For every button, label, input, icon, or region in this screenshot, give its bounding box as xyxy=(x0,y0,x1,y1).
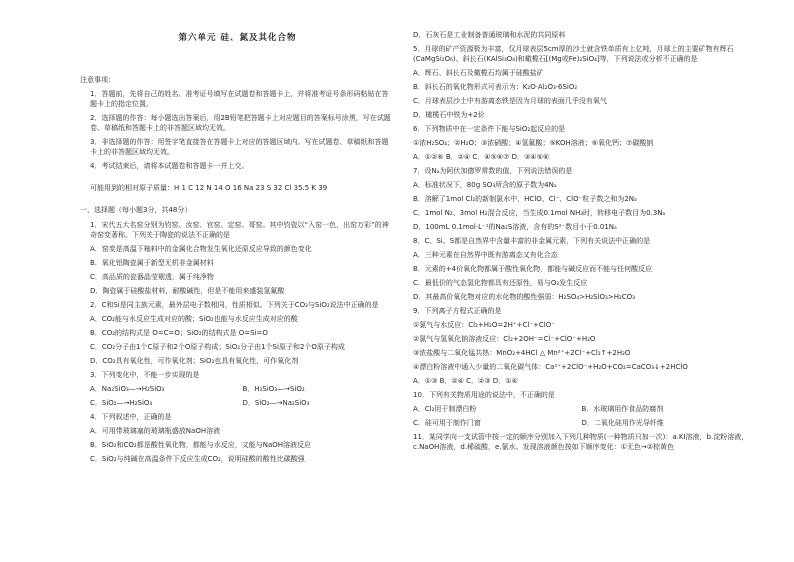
q5-option-a: A．辉石、斜长石及橄榄石均属于硅酸盐矿 xyxy=(413,69,544,77)
q3-options-row xyxy=(90,384,395,394)
q5-option-c: C．月球表层沙土中有游离态铁是因为月球的表面几乎没有氧气 xyxy=(413,97,607,105)
q2-option-a: A．CO₂能与水反应生成对应的酸；SiO₂也能与水反应生成对应的酸 xyxy=(90,315,298,323)
question-10: 10．下列有关物质用途的说法中，不正确的是 xyxy=(413,391,555,399)
q5-option-d: D．橄榄石中铁为+2价 xyxy=(413,111,485,119)
q6-options: A．①②⑥ B．②④ C．④⑤⑥⑦ D．③④⑤⑥ xyxy=(413,153,550,161)
q2-option-b: B．CO₂的结构式是 O=C=O；SiO₂的结构式是 O=Si=O xyxy=(90,329,268,337)
q7-option-c: C．1mol N₂、3mol H₂混合反应，当生成0.1mol NH₃时，转移电子数目为0.3Nₐ xyxy=(413,209,666,217)
question-2: 2．C和Si是同主族元素，最外层电子数相同，性质相似。下列关于CO₂与SiO₂说法中正确的是 xyxy=(90,301,379,309)
q10-option-a: A．Cl₂用于制漂白粉 xyxy=(413,405,477,413)
notice-item: 1．答题前，先将自己的姓名、准考证号填写在试题卷和答题卡上，并将准考证号条形码粘贴在答题卡上的指定位置。 xyxy=(90,90,389,108)
question-4: 4．下列叙述中，正确的是 xyxy=(90,413,172,421)
q3-option-b: B．H₂SiO₃—→SiO₂ xyxy=(242,385,305,393)
q9-item-4: ④漂白粉溶液中通入少量的二氧化碳气体：Ca²⁺+2ClO⁻+H₂O+CO₂=CaCO₃↓+2HClO xyxy=(413,363,688,371)
q8-option-b: B．元素的+4价氧化物都属于酸性氧化物，都能与碱反应而不能与任何酸反应 xyxy=(413,265,653,273)
q10-options-row xyxy=(413,404,750,414)
q10-option-d: D．二氧化硅用作光导纤维 xyxy=(581,419,664,427)
q8-option-d: D．其最高价氧化物对应的水化物的酸性强弱：H₂SO₄>H₂SiO₃>H₂CO₃ xyxy=(413,293,635,301)
q4-option-c: C．SiO₂与纯碱在高温条件下反应生成CO₂，说明硅酸的酸性比碳酸强 xyxy=(90,455,305,463)
q3-option-a: A．Na₂SiO₃—→H₂SiO₃ xyxy=(90,385,165,393)
notice-item: 4．考试结束后，请将本试题卷和答题卡一并上交。 xyxy=(90,162,249,170)
q1-option-b: B．氧化铝陶瓷属于新型无机非金属材料 xyxy=(90,259,214,267)
question-7: 7．设Nₐ为阿伏加德罗常数的值，下列说法错误的是 xyxy=(413,167,573,175)
q7-option-d: D．100mL 0.1mol·L⁻¹的Na₂S溶液，含有的S²⁻数目小于0.01Nₐ xyxy=(413,223,617,231)
question-3: 3．下列变化中，不能一步实现的是 xyxy=(90,371,200,379)
q10-option-b: B．水玻璃用作食品防腐剂 xyxy=(581,405,664,413)
question-6: 6．下列物质中在一定条件下能与SiO₂起反应的是 xyxy=(413,125,566,133)
q3-option-d: D．SiO₂—→Na₂SiO₃ xyxy=(242,399,310,407)
page-title: 第六单元 硅、氮及其化合物 xyxy=(178,33,297,43)
q7-option-a: A．标准状况下，80g SO₃所含的原子数为4Nₐ xyxy=(413,181,557,189)
q1-option-d: D．陶瓷属于硅酸盐材料，耐酸碱性，但是不能用来盛装氢氟酸 xyxy=(90,287,285,295)
q4-option-a: A．可用带玻璃塞的玻璃瓶盛放NaOH溶液 xyxy=(90,427,221,435)
q10-options-row xyxy=(413,418,750,428)
q9-item-1: ①氯气与水反应：Cl₂+H₂O=2H⁺+Cl⁻+ClO⁻ xyxy=(413,321,555,329)
question-11: 11．某同学向一支试管中按一定的顺序分别加入下列几种物质(一种物质只加一次)：a.KI溶液，b.淀粉溶液，c.NaOH溶液，d.稀硫酸，e.氯水。发现溶液颜色按如下顺序变化：①无色→②棕黄色 xyxy=(413,433,749,451)
q9-item-3: ③浓盐酸与二氧化锰共热：MnO₂+4HCl △ Mn²⁺+2Cl⁻+Cl₂↑+2H₂O xyxy=(413,349,631,357)
question-9: 9．下列离子方程式正确的是 xyxy=(413,307,502,315)
q9-item-2: ②氯气与氢氧化钠溶液反应：Cl₂+2OH⁻=Cl⁻+ClO⁻+H₂O xyxy=(413,335,596,343)
question-1: 1．宋代五大名窑分别为钧窑、汝窑、官窑、定窑、哥窑。其中钧瓷以“入窑一色，出窑万彩”的神奇窑变著称。下列关于陶瓷的说法不正确的是 xyxy=(90,221,389,239)
question-5: 5．月球的矿产资源极为丰富，仅月球表层5cm厚的沙土就含铁单质有上亿吨，月球上的主要矿物有辉石(CaMgSi₂O₆)、斜长石(KAlSi₃O₈)和橄榄石[(Mg或Fe)₂SiO₄]等，下列说法或分析不正确的是 xyxy=(413,45,734,63)
q3-options-row xyxy=(90,398,395,408)
notice-item: 2．选择题的作答：每小题选出答案后，用2B铅笔把答题卡上对应题目的答案标号涂黑，写在试题卷、草稿纸和答题卡上的非答题区域均无效。 xyxy=(90,114,391,132)
atomic-masses: 可能用到的相对原子质量：H 1 C 12 N 14 O 16 Na 23 S 32 Cl 35.5 K 39 xyxy=(90,184,328,192)
question-8: 8．C、Si、S都是自然界中含量丰富的非金属元素，下列有关说法中正确的是 xyxy=(413,237,651,245)
q1-option-c: C．高品质的瓷器晶莹剔透，属于纯净物 xyxy=(90,273,214,281)
q1-option-a: A．窑变是高温下釉料中的金属化合物发生氧化还原反应导致的颜色变化 xyxy=(90,245,312,253)
notice-heading: 注意事项： xyxy=(80,76,115,84)
q4-option-d: D．石灰石是工业制备普通玻璃和水泥的共同原料 xyxy=(413,31,566,39)
q6-items: ①浓H₂SO₄；②H₂O；③浓硝酸；④氢氟酸；⑤KOH溶液；⑥氧化钙；⑦碳酸钠 xyxy=(413,139,654,147)
left-column xyxy=(80,0,395,562)
q5-option-b: B．斜长石的氧化物形式可表示为：K₂O·Al₂O₃·6SiO₂ xyxy=(413,83,578,91)
q3-option-c: C．SiO₂—→H₂SiO₃ xyxy=(90,399,153,407)
q7-option-b: B．溶解了1mol Cl₂的新制氯水中，HClO、Cl⁻、ClO⁻粒子数之和为2Nₐ xyxy=(413,195,637,203)
q4-option-b: B．SiO₂和CO₂都是酸性氧化物，都能与水反应，又能与NaOH溶液反应 xyxy=(90,441,312,449)
notice-item: 3．非选择题的作答：用签字笔直接答在答题卡上对应的答题区域内。写在试题卷、草稿纸和答题卡上的非答题区域均无效。 xyxy=(90,138,389,156)
q8-option-c: C．最低价的气态氢化物都具有还原性，易与O₂发生反应 xyxy=(413,279,588,287)
q9-options: A．①③ B．②④ C．②③ D．①④ xyxy=(413,377,518,385)
section-heading: 一、选择题（每小题3分，共48分） xyxy=(80,206,192,214)
q10-option-c: C．硅可用于制作门窗 xyxy=(413,419,481,427)
right-column xyxy=(405,0,750,562)
q2-option-d: D．CO₂具有氧化性，可作氧化剂；SiO₂也具有氧化性，可作氧化剂 xyxy=(90,357,299,365)
q2-option-c: C．CO₂分子由1个C原子和2个O原子构成；SiO₂分子由1个Si原子和2个O原子构成 xyxy=(90,343,345,351)
q8-option-a: A．三种元素在自然界中既有游离态又有化合态 xyxy=(413,251,558,259)
